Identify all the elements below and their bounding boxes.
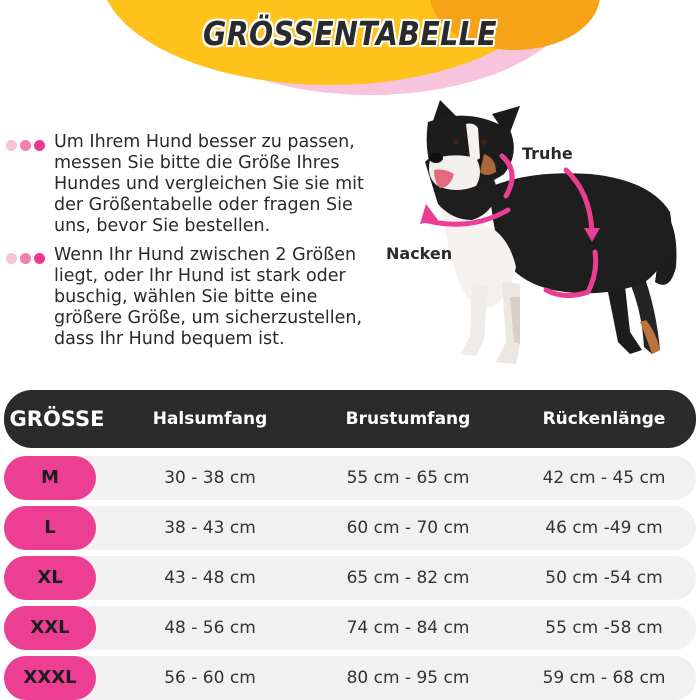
header-neck: Halsumfang (152, 409, 268, 429)
instruction-item (6, 132, 376, 237)
chest-cell: 80 cm - 95 cm (346, 668, 470, 688)
size-badge: XXXL (4, 656, 96, 700)
neck-label: Nacken (386, 244, 453, 263)
header-size: GRÖSSE (9, 407, 105, 431)
header-back: Rückenlänge (542, 409, 666, 429)
chest-label: Truhe (522, 144, 573, 163)
chest-cell: 55 cm - 65 cm (346, 468, 470, 488)
chest-cell: 60 cm - 70 cm (346, 518, 470, 538)
size-badge: M (4, 456, 96, 500)
table-row (4, 556, 696, 600)
back-cell: 59 cm - 68 cm (542, 668, 666, 688)
page-title: GRÖSSENTABELLE (202, 14, 497, 53)
table-row (4, 506, 696, 550)
back-cell: 55 cm -58 cm (545, 618, 663, 638)
neck-cell: 43 - 48 cm (164, 568, 256, 588)
back-cell: 50 cm -54 cm (545, 568, 663, 588)
table-row (4, 606, 696, 650)
table-row (4, 656, 696, 700)
instruction-text: Wenn Ihr Hund zwischen 2 Größen liegt, oder Ihr Hund ist stark oder buschig, wählen Sie bitte eine größere Größe, um sicherzustellen, dass Ihr Hund bequem ist. (54, 245, 363, 349)
bullet-dots-icon (6, 132, 54, 237)
dog-measurement-illustration (380, 92, 700, 392)
back-cell: 46 cm -49 cm (545, 518, 663, 538)
table-header (4, 390, 696, 448)
chest-cell: 65 cm - 82 cm (346, 568, 470, 588)
table-row (4, 456, 696, 500)
bullet-dots-icon (6, 245, 54, 350)
size-badge: XXL (4, 606, 96, 650)
header-chest: Brustumfang (345, 409, 471, 429)
instruction-text: Um Ihrem Hund besser zu passen, messen Sie bitte die Größe Ihres Hundes und vergleichen Sie sie mit der Größentabelle oder fragen Sie uns, bevor Sie bestellen. (54, 132, 364, 236)
size-badge: XL (4, 556, 96, 600)
chest-cell: 74 cm - 84 cm (346, 618, 470, 638)
dog-icon (380, 92, 700, 392)
neck-cell: 48 - 56 cm (164, 618, 256, 638)
instruction-item (6, 245, 376, 350)
neck-cell: 30 - 38 cm (164, 468, 256, 488)
neck-cell: 56 - 60 cm (164, 668, 256, 688)
back-cell: 42 cm - 45 cm (542, 468, 666, 488)
neck-cell: 38 - 43 cm (164, 518, 256, 538)
size-badge: L (4, 506, 96, 550)
